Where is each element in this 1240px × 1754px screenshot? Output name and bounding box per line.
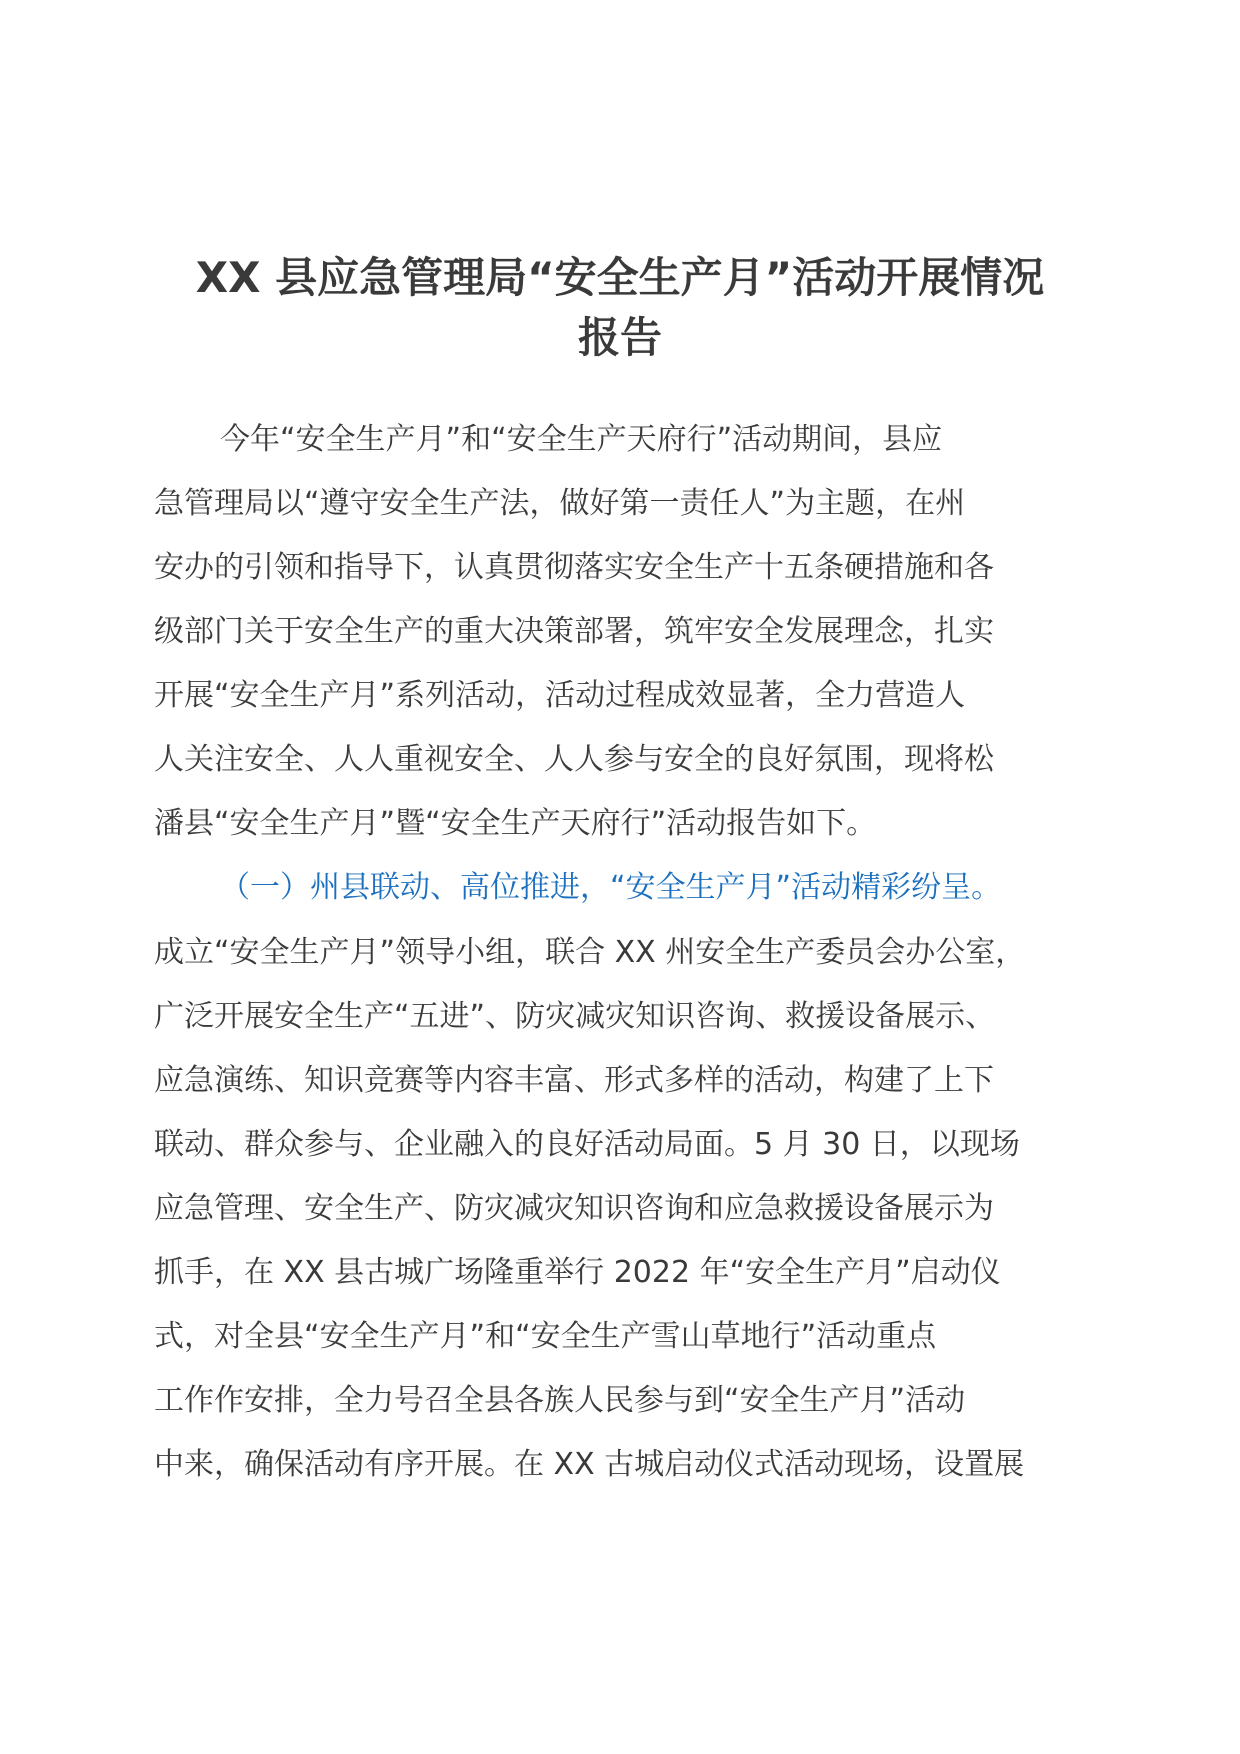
body-line-4: 联动、群众参与、企业融入的良好活动局面。5 月 30 日，以现场 bbox=[154, 1127, 1020, 1162]
document-title bbox=[150, 248, 1090, 368]
intro-line-1: 今年“安全生产月”和“安全生产天府行”活动期间，县应 bbox=[220, 422, 943, 457]
body-line-6: 抓手，在 XX 县古城广场隆重举行 2022 年“安全生产月”启动仪 bbox=[154, 1255, 1001, 1290]
title-line-2: 报告 bbox=[577, 313, 662, 362]
body-line-9: 中来，确保活动有序开展。在 XX 古城启动仪式活动现场，设置展 bbox=[154, 1447, 1025, 1482]
intro-line-5: 开展“安全生产月”系列活动，活动过程成效显著，全力营造人 bbox=[154, 678, 966, 713]
intro-line-2: 急管理局以“遵守安全生产法，做好第一责任人”为主题，在州 bbox=[154, 486, 966, 521]
body-line-5: 应急管理、安全生产、防灾减灾知识咨询和应急救援设备展示为 bbox=[154, 1191, 994, 1226]
body-line-7: 式，对全县“安全生产月”和“安全生产雪山草地行”活动重点 bbox=[154, 1319, 937, 1354]
intro-line-7: 潘县“安全生产月”暨“安全生产天府行”活动报告如下。 bbox=[154, 806, 877, 841]
section-heading: （一）州县联动、高位推进，“安全生产月”活动精彩纷呈。 bbox=[220, 870, 1002, 905]
body-line-8: 工作作安排，全力号召全县各族人民参与到“安全生产月”活动 bbox=[154, 1383, 966, 1418]
title-line-1: XX 县应急管理局“安全生产月”活动开展情况 bbox=[195, 253, 1045, 302]
body-line-1: 成立“安全生产月”领导小组，联合 XX 州安全生产委员会办公室， bbox=[154, 935, 1026, 970]
intro-line-4: 级部门关于安全生产的重大决策部署，筑牢安全发展理念，扎实 bbox=[154, 614, 994, 649]
intro-line-3: 安办的引领和指导下，认真贯彻落实安全生产十五条硬措施和各 bbox=[154, 550, 994, 585]
body-line-3: 应急演练、知识竞赛等内容丰富、形式多样的活动，构建了上下 bbox=[154, 1063, 994, 1098]
intro-line-6: 人关注安全、人人重视安全、人人参与安全的良好氛围，现将松 bbox=[154, 742, 994, 777]
body-line-2: 广泛开展安全生产“五进”、防灾减灾知识咨询、救援设备展示、 bbox=[154, 999, 996, 1034]
